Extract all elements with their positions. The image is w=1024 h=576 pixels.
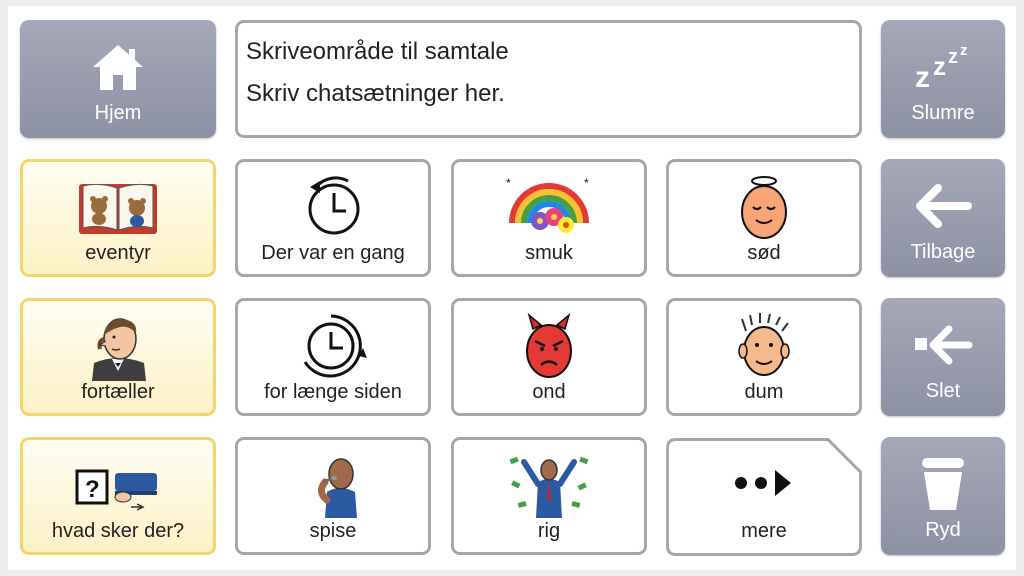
category-label: hvad sker der?: [51, 520, 185, 542]
word-spise[interactable]: [235, 437, 431, 555]
what-happens-icon: [23, 454, 213, 518]
svg-text:z: z: [960, 43, 968, 59]
svg-text:*: *: [506, 176, 511, 190]
word-der-var-en-gang[interactable]: [235, 159, 431, 277]
writing-area-hint: Skriv chatsætninger her.: [246, 80, 505, 107]
word-label: dum: [744, 381, 784, 403]
word-dum[interactable]: [666, 298, 862, 416]
word-label: sød: [747, 242, 781, 264]
sleep-button[interactable]: [881, 20, 1005, 138]
writing-area-title: Skriveområde til samtale: [246, 38, 509, 65]
word-rig[interactable]: [451, 437, 647, 555]
person-eating-icon: [238, 452, 428, 518]
backspace-icon: [881, 320, 1005, 370]
word-label: rig: [537, 520, 561, 542]
home-label: Hjem: [94, 102, 142, 124]
home-button[interactable]: [20, 20, 216, 138]
category-label: fortæller: [81, 381, 155, 403]
storyteller-portrait-icon: [23, 315, 213, 379]
category-fortaeller[interactable]: [20, 298, 216, 416]
devil-face-icon: [454, 313, 644, 379]
sleep-label: Slumre: [911, 102, 975, 124]
more-label: mere: [741, 520, 787, 542]
zzz-icon: [881, 42, 1005, 92]
svg-text:z: z: [933, 51, 946, 81]
home-icon: [20, 42, 216, 92]
trash-icon: [881, 459, 1005, 509]
arrow-left-icon: [881, 181, 1005, 231]
word-label: for længe siden: [264, 381, 402, 403]
svg-text:?: ?: [85, 476, 100, 503]
rich-person-money-icon: [454, 452, 644, 518]
chat-writing-area[interactable]: [235, 20, 862, 138]
word-ond[interactable]: [451, 298, 647, 416]
clock-long-ago-icon: [238, 313, 428, 379]
rainbow-flowers-icon: [454, 174, 644, 240]
silly-face-icon: [669, 313, 859, 379]
word-smuk[interactable]: [451, 159, 647, 277]
fairytale-book-icon: [23, 176, 213, 240]
clear-button[interactable]: [881, 437, 1005, 555]
back-button[interactable]: [881, 159, 1005, 277]
svg-text:z: z: [915, 61, 930, 91]
more-arrow-icon: [666, 450, 862, 516]
svg-text:z: z: [948, 46, 958, 68]
category-label: eventyr: [85, 242, 151, 264]
more-button[interactable]: [666, 438, 862, 556]
category-eventyr[interactable]: [20, 159, 216, 277]
angel-face-icon: [669, 174, 859, 240]
word-for-laenge-siden[interactable]: [235, 298, 431, 416]
clock-rewind-icon: [238, 174, 428, 240]
category-hvad-sker-der[interactable]: [20, 437, 216, 555]
word-label: ond: [532, 381, 566, 403]
word-label: Der var en gang: [261, 242, 405, 264]
delete-label: Slet: [925, 380, 961, 402]
word-sod[interactable]: [666, 159, 862, 277]
word-label: smuk: [525, 242, 573, 264]
back-label: Tilbage: [910, 241, 976, 263]
word-label: spise: [309, 520, 357, 542]
delete-button[interactable]: [881, 298, 1005, 416]
svg-text:*: *: [584, 176, 589, 190]
clear-label: Ryd: [925, 519, 961, 541]
